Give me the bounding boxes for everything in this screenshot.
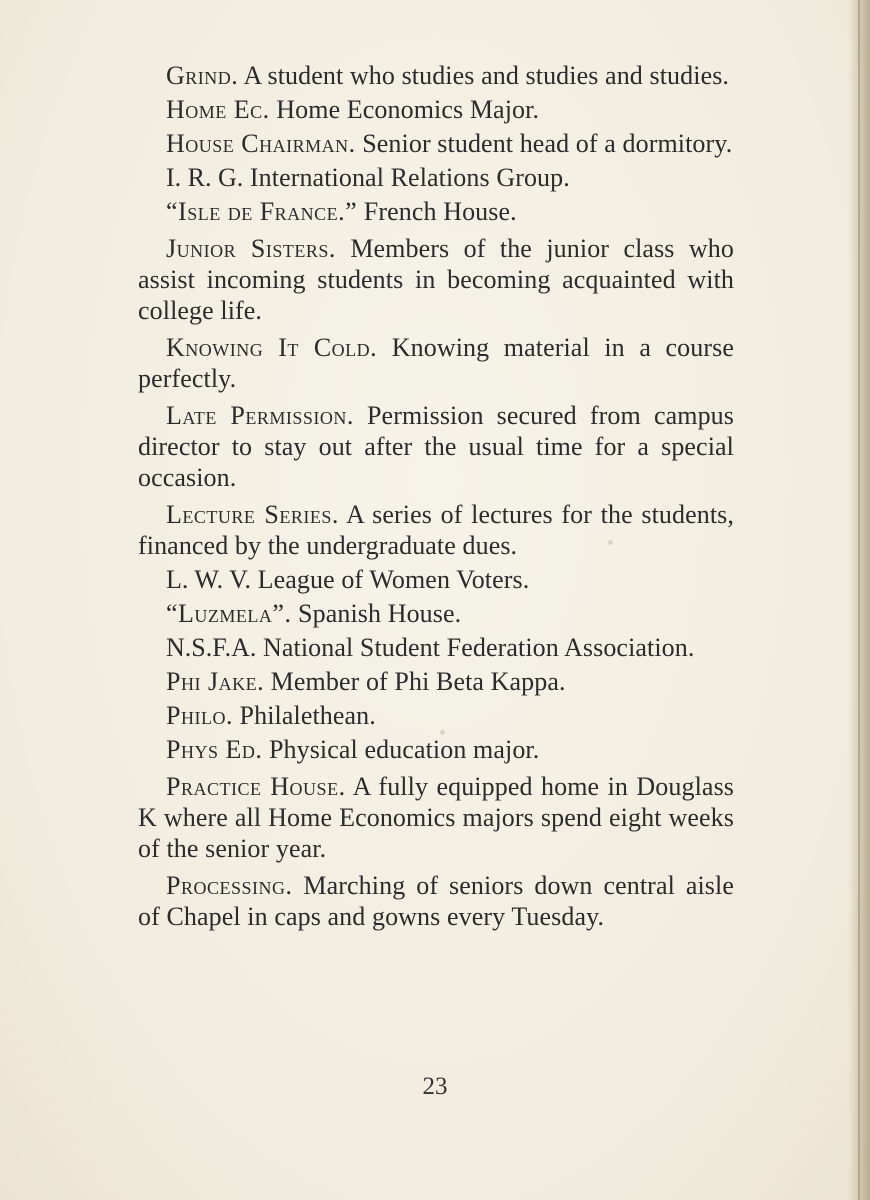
glossary-term: “Luzmela”. xyxy=(166,599,292,628)
glossary-entry xyxy=(138,233,734,326)
glossary-definition: Home Economics Major. xyxy=(269,95,540,124)
glossary-term: House Chairman. xyxy=(166,129,356,158)
glossary-term: Phys Ed. xyxy=(166,735,263,764)
glossary-term: Philo. xyxy=(166,701,233,730)
glossary-entry xyxy=(138,771,734,864)
glossary-definition: Physical education major. xyxy=(262,735,540,764)
glossary-term: Junior Sisters. xyxy=(166,234,336,263)
glossary-definition: Knowing material in a course perfectly. xyxy=(138,333,734,393)
glossary-definition: A student who studies and studies and studies. xyxy=(238,61,730,90)
page-number: 23 xyxy=(422,1073,448,1100)
glossary-entry xyxy=(138,128,734,159)
glossary-entry xyxy=(138,400,734,493)
glossary-term: N.S.F.A. xyxy=(166,633,257,662)
glossary-definition: International Relations Group. xyxy=(243,163,570,192)
glossary-term: Phi Jake. xyxy=(166,667,265,696)
glossary-definition: French House. xyxy=(357,197,517,226)
glossary-definition: Philalethean. xyxy=(232,701,376,730)
glossary-entry xyxy=(138,734,734,765)
glossary-entry xyxy=(138,332,734,394)
glossary-entry xyxy=(138,94,734,125)
glossary-definition: Permission secured from campus director to stay out after the usual time for a special occasion. xyxy=(138,401,734,492)
glossary-term: Grind. xyxy=(166,61,239,90)
glossary-definition: A series of lectures for the students, financed by the undergraduate dues. xyxy=(138,500,735,560)
glossary-term: L. W. V. xyxy=(166,565,252,594)
glossary-term: Practice House. xyxy=(166,772,346,801)
glossary-term: I. R. G. xyxy=(166,163,244,192)
glossary-term: “Isle de France.” xyxy=(166,197,358,226)
glossary-definition: Members of the junior class who assist incoming students in becoming acquainted with college life. xyxy=(138,234,734,325)
glossary-entry xyxy=(138,564,734,595)
glossary-definition: Member of Phi Beta Kappa. xyxy=(264,667,566,696)
glossary-text xyxy=(138,60,734,935)
glossary-entry xyxy=(138,632,734,663)
glossary-entry xyxy=(138,196,734,227)
glossary-entry xyxy=(138,162,734,193)
glossary-definition: Spanish House. xyxy=(291,599,462,628)
glossary-entry xyxy=(138,700,734,731)
glossary-term: Knowing It Cold. xyxy=(166,333,378,362)
glossary-definition: Marching of seniors down central aisle of Chapel in caps and gowns every Tuesday. xyxy=(138,871,734,931)
glossary-term: Late Permission. xyxy=(166,401,354,430)
page-spine-line xyxy=(858,0,860,1200)
glossary-term: Lecture Series. xyxy=(166,500,339,529)
glossary-definition: Senior student head of a dormitory. xyxy=(355,129,733,158)
glossary-entry xyxy=(138,499,734,561)
glossary-definition: League of Women Voters. xyxy=(251,565,530,594)
glossary-definition: A fully equipped home in Douglass K where all Home Economics majors spend eight weeks of the senior year. xyxy=(138,772,734,863)
glossary-term: Home Ec. xyxy=(166,95,270,124)
glossary-term: Processing. xyxy=(166,871,293,900)
glossary-entry xyxy=(138,598,734,629)
glossary-definition: National Student Federation Association. xyxy=(256,633,695,662)
glossary-entry xyxy=(138,666,734,697)
glossary-entry xyxy=(138,870,734,932)
glossary-entry xyxy=(138,60,734,91)
